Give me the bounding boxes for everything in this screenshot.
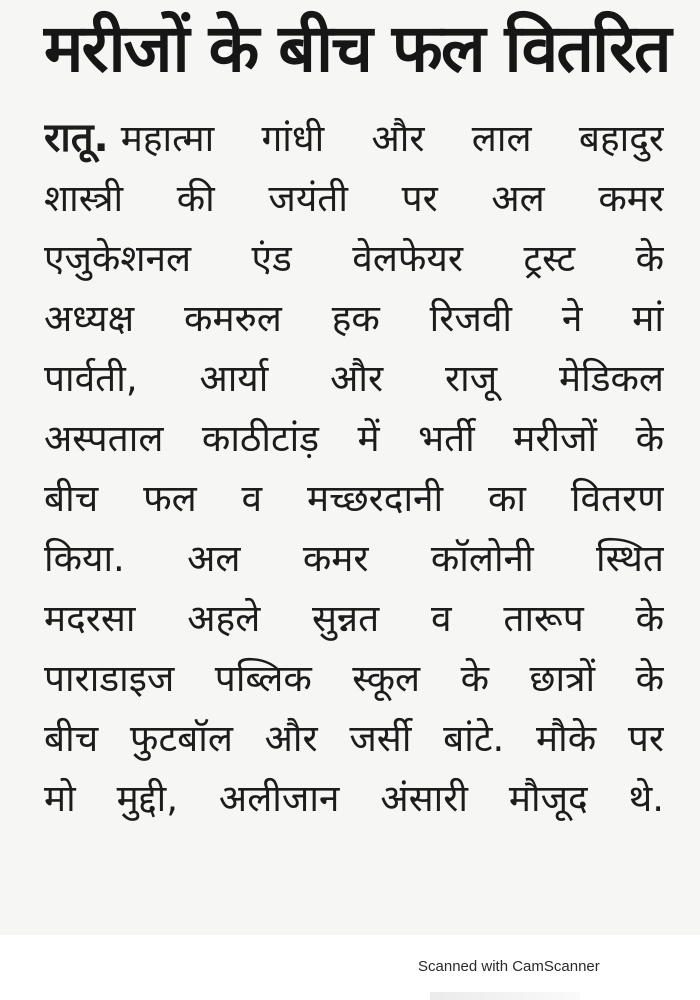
article-line: मो मुद्दी, अलीजान अंसारी मौजूद थे. bbox=[44, 777, 664, 820]
dateline: रातू. bbox=[44, 115, 109, 161]
article-line: शास्त्री की जयंती पर अल कमर bbox=[44, 177, 664, 220]
article-line: अध्यक्ष कमरुल हक रिजवी ने मां bbox=[44, 297, 664, 340]
scanner-watermark: Scanned with CamScanner bbox=[418, 958, 600, 975]
article-line: पाराडाइज पब्लिक स्कूल के छात्रों के bbox=[44, 657, 664, 700]
article-line-text: महात्मा गांधी और लाल बहादुर bbox=[120, 117, 664, 160]
article-body bbox=[44, 108, 664, 829]
article-line: बीच फल व मच्छरदानी का वितरण bbox=[44, 477, 664, 520]
article-line: बीच फुटबॉल और जर्सी बांटे. मौके पर bbox=[44, 717, 664, 760]
scan-edge-shadow bbox=[430, 992, 580, 1000]
article-line: अस्पताल काठीटांड़ में भर्ती मरीजों के bbox=[44, 417, 664, 460]
article-line: मदरसा अहले सुन्नत व तारूप के bbox=[44, 597, 664, 640]
headline: मरीजों के बीच फल वितरित bbox=[44, 10, 670, 87]
article-line: पार्वती, आर्या और राजू मेडिकल bbox=[44, 357, 664, 400]
article-line bbox=[44, 108, 664, 169]
article-line: एजुकेशनल एंड वेलफेयर ट्रस्ट के bbox=[44, 237, 664, 280]
article-line: किया. अल कमर कॉलोनी स्थित bbox=[44, 537, 664, 580]
